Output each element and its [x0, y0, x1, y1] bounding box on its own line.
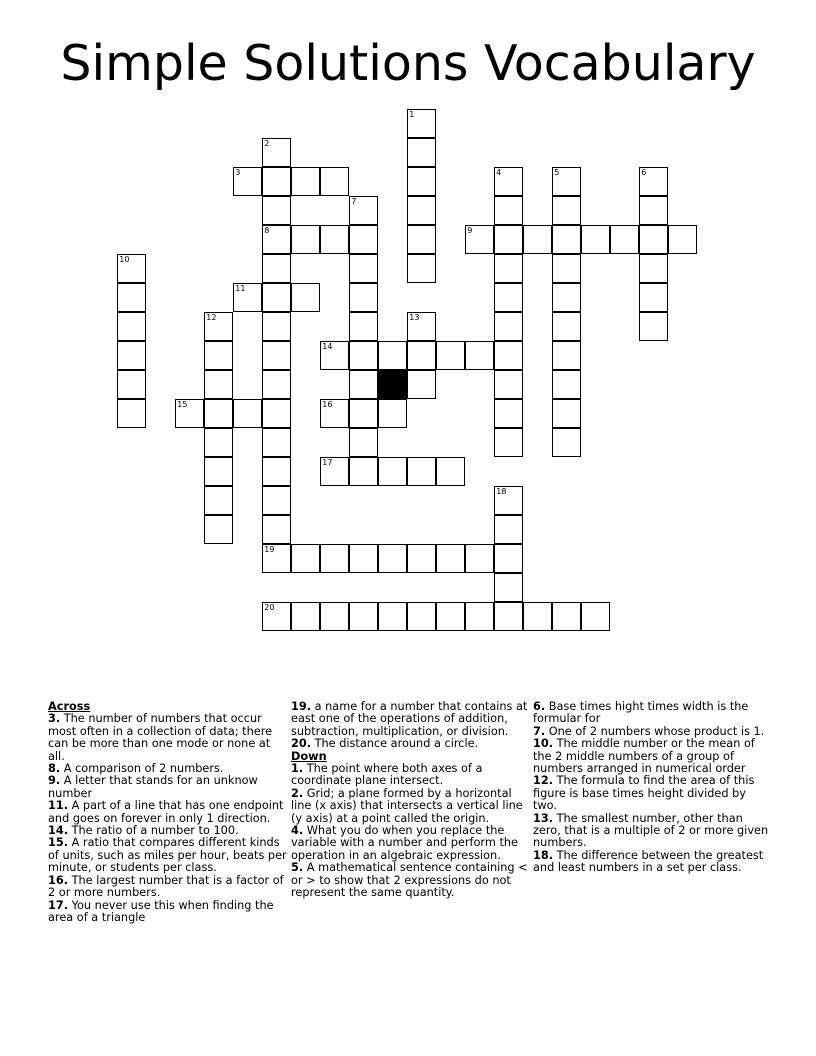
- cell-number: 20: [264, 603, 275, 613]
- grid-cell[interactable]: [407, 341, 436, 370]
- clue-down-5: 5. A mathematical sentence containing < or > to show that 2 expressions do not represent the same quantity.: [291, 861, 528, 900]
- clue-across-8: 8. A comparison of 2 numbers.: [48, 762, 224, 776]
- grid-cell[interactable]: [378, 399, 407, 428]
- clue-across-3: 3. The number of numbers that occur most often in a collection of data; there can be more than one mode or none at all.: [48, 712, 273, 763]
- clue-across-14: 14. The ratio of a number to 100.: [48, 824, 239, 838]
- grid-cell[interactable]: [407, 254, 436, 283]
- grid-cell[interactable]: [407, 312, 436, 341]
- grid-cell[interactable]: [407, 138, 436, 167]
- grid-cell[interactable]: [639, 225, 668, 254]
- grid-cell[interactable]: [349, 225, 378, 254]
- grid-cell[interactable]: [581, 602, 610, 631]
- grid-cell[interactable]: [465, 341, 494, 370]
- grid-cell[interactable]: [117, 312, 146, 341]
- grid-cell[interactable]: [407, 602, 436, 631]
- clue-down-18: 18. The difference between the greatest and least numbers in a set per class.: [533, 848, 764, 875]
- grid-cell[interactable]: [639, 167, 668, 196]
- cell-number: 15: [177, 400, 188, 410]
- grid-cell[interactable]: [320, 225, 349, 254]
- cell-number: 18: [496, 487, 507, 497]
- grid-cell[interactable]: [436, 602, 465, 631]
- grid-cell[interactable]: [639, 196, 668, 225]
- grid-cell[interactable]: [233, 283, 262, 312]
- clue-down-10: 10. The middle number or the mean of the 2 middle numbers of a group of numbers arranged in numerical order: [533, 737, 755, 776]
- grid-cell[interactable]: [407, 370, 436, 399]
- grid-cell[interactable]: [204, 486, 233, 515]
- grid-cell[interactable]: [320, 399, 349, 428]
- clues-column-3: [533, 701, 773, 875]
- grid-cell[interactable]: [117, 341, 146, 370]
- grid-cell[interactable]: [552, 428, 581, 457]
- grid-cell[interactable]: [204, 341, 233, 370]
- clue-across-11: 11. A part of a line that has one endpoint and goes on forever in only 1 direction.: [48, 799, 284, 825]
- cell-number: 11: [235, 284, 246, 294]
- grid-cell[interactable]: [494, 515, 523, 544]
- cell-number: 3: [235, 168, 241, 178]
- grid-cell[interactable]: [494, 428, 523, 457]
- grid-cell[interactable]: [639, 283, 668, 312]
- grid-cell[interactable]: [349, 370, 378, 399]
- grid-cell[interactable]: [262, 225, 291, 254]
- cell-number: 13: [409, 313, 420, 323]
- grid-cell[interactable]: [378, 602, 407, 631]
- grid-cell[interactable]: [349, 254, 378, 283]
- grid-cell[interactable]: [175, 399, 204, 428]
- black-cell: [378, 370, 407, 399]
- clue-down-4: 4. What you do when you replace the variable with a number and perform the operation in an algebraic expression.: [291, 824, 518, 862]
- grid-cell[interactable]: [349, 602, 378, 631]
- cell-number: 9: [467, 226, 473, 236]
- grid-cell[interactable]: [233, 167, 262, 196]
- grid-cell[interactable]: [262, 341, 291, 370]
- grid-cell[interactable]: [291, 283, 320, 312]
- grid-cell[interactable]: [262, 544, 291, 573]
- grid-cell[interactable]: [610, 225, 639, 254]
- clue-across-17: 17. You never use this when finding the area of a triangle: [48, 898, 274, 924]
- cell-number: 16: [322, 400, 333, 410]
- grid-cell[interactable]: [204, 428, 233, 457]
- grid-cell[interactable]: [204, 399, 233, 428]
- grid-cell[interactable]: [407, 167, 436, 196]
- cell-number: 2: [264, 139, 270, 149]
- grid-cell[interactable]: [204, 312, 233, 341]
- grid-cell[interactable]: [494, 573, 523, 602]
- grid-cell[interactable]: [262, 399, 291, 428]
- grid-cell[interactable]: [552, 225, 581, 254]
- grid-cell[interactable]: [552, 254, 581, 283]
- grid-cell[interactable]: [494, 283, 523, 312]
- grid-cell[interactable]: [552, 341, 581, 370]
- clue-down-12: 12. The formula to find the area of this figure is base times height divided by two.: [533, 774, 755, 813]
- clue-down-1: 1. The point where both axes of a coordinate plane intersect.: [291, 762, 483, 788]
- clue-down-13: 13. The smallest number, other than zero, that is a multiple of 2 or more given numbers.: [533, 811, 769, 850]
- grid-cell[interactable]: [494, 225, 523, 254]
- grid-cell[interactable]: [494, 341, 523, 370]
- grid-cell[interactable]: [262, 370, 291, 399]
- grid-cell[interactable]: [494, 167, 523, 196]
- cell-number: 12: [206, 313, 217, 323]
- cell-number: 10: [119, 255, 130, 265]
- grid-cell[interactable]: [349, 457, 378, 486]
- grid-cell[interactable]: [552, 196, 581, 225]
- grid-cell[interactable]: [117, 370, 146, 399]
- grid-cell[interactable]: [494, 370, 523, 399]
- grid-cell[interactable]: [407, 196, 436, 225]
- clues-column-2: [291, 701, 531, 900]
- grid-cell[interactable]: [436, 457, 465, 486]
- grid-cell[interactable]: [349, 428, 378, 457]
- across-heading: Across: [48, 700, 91, 713]
- grid-cell[interactable]: [552, 370, 581, 399]
- grid-cell[interactable]: [291, 167, 320, 196]
- grid-cell[interactable]: [581, 225, 610, 254]
- grid-cell[interactable]: [407, 225, 436, 254]
- grid-cell[interactable]: [262, 138, 291, 167]
- clue-across-19: 19. a name for a number that contains at east one of the operations of addition, subtraction, multiplication, or division.: [291, 700, 528, 738]
- clue-down-6: 6. Base times hight times width is the formular for: [533, 700, 749, 726]
- grid-cell[interactable]: [552, 399, 581, 428]
- grid-cell[interactable]: [523, 602, 552, 631]
- grid-cell[interactable]: [204, 370, 233, 399]
- grid-cell[interactable]: [552, 602, 581, 631]
- clue-across-15: 15. A ratio that compares different kinds of units, such as miles per hour, beats per minute, or students per class.: [48, 836, 287, 875]
- grid-cell[interactable]: [320, 457, 349, 486]
- cell-number: 14: [322, 342, 333, 352]
- clue-down-7: 7. One of 2 numbers whose product is 1.: [533, 724, 765, 738]
- grid-cell[interactable]: [117, 254, 146, 283]
- grid-cell[interactable]: [262, 312, 291, 341]
- grid-cell[interactable]: [291, 225, 320, 254]
- grid-cell[interactable]: [349, 544, 378, 573]
- clue-across-9: 9. A letter that stands for an unknow number: [48, 774, 258, 800]
- cell-number: 6: [641, 168, 647, 178]
- grid-cell[interactable]: [378, 544, 407, 573]
- grid-cell[interactable]: [117, 283, 146, 312]
- clue-across-16: 16. The largest number that is a factor of 2 or more numbers.: [48, 873, 284, 900]
- grid-cell[interactable]: [407, 457, 436, 486]
- grid-cell[interactable]: [262, 167, 291, 196]
- grid-cell[interactable]: [436, 544, 465, 573]
- grid-cell[interactable]: [494, 486, 523, 515]
- grid-cell[interactable]: [465, 225, 494, 254]
- cell-number: 7: [351, 197, 357, 207]
- grid-cell[interactable]: [320, 167, 349, 196]
- grid-cell[interactable]: [349, 283, 378, 312]
- grid-cell[interactable]: [494, 602, 523, 631]
- cell-number: 1: [409, 110, 415, 120]
- grid-cell[interactable]: [262, 602, 291, 631]
- grid-cell[interactable]: [233, 399, 262, 428]
- grid-cell[interactable]: [407, 109, 436, 138]
- cell-number: 4: [496, 168, 502, 178]
- grid-cell[interactable]: [639, 254, 668, 283]
- grid-cell[interactable]: [494, 312, 523, 341]
- cell-number: 17: [322, 458, 333, 468]
- grid-cell[interactable]: [320, 341, 349, 370]
- down-heading: Down: [291, 749, 327, 763]
- grid-cell[interactable]: [204, 515, 233, 544]
- grid-cell[interactable]: [552, 312, 581, 341]
- grid-cell[interactable]: [407, 544, 436, 573]
- grid-cell[interactable]: [436, 341, 465, 370]
- grid-cell[interactable]: [262, 457, 291, 486]
- clues-column-1: [48, 701, 288, 924]
- grid-cell[interactable]: [494, 399, 523, 428]
- grid-cell[interactable]: [465, 544, 494, 573]
- grid-cell[interactable]: [378, 341, 407, 370]
- grid-cell[interactable]: [552, 283, 581, 312]
- grid-cell[interactable]: [262, 486, 291, 515]
- grid-cell[interactable]: [552, 167, 581, 196]
- page-title: Simple Solutions Vocabulary: [60, 35, 756, 92]
- grid-cell[interactable]: [349, 399, 378, 428]
- grid-cell[interactable]: [262, 428, 291, 457]
- grid-cell[interactable]: [291, 602, 320, 631]
- grid-cell[interactable]: [494, 196, 523, 225]
- grid-cell[interactable]: [262, 283, 291, 312]
- cell-number: 19: [264, 545, 275, 555]
- grid-cell[interactable]: [349, 312, 378, 341]
- grid-cell[interactable]: [117, 399, 146, 428]
- grid-cell[interactable]: [204, 457, 233, 486]
- grid-cell[interactable]: [668, 225, 697, 254]
- grid-cell[interactable]: [349, 196, 378, 225]
- grid-cell[interactable]: [320, 602, 349, 631]
- cell-number: 8: [264, 226, 270, 236]
- grid-cell[interactable]: [378, 457, 407, 486]
- grid-cell[interactable]: [262, 254, 291, 283]
- grid-cell[interactable]: [262, 515, 291, 544]
- grid-cell[interactable]: [465, 602, 494, 631]
- grid-cell[interactable]: [494, 254, 523, 283]
- grid-cell[interactable]: [320, 544, 349, 573]
- grid-cell[interactable]: [494, 544, 523, 573]
- clue-across-20: 20. The distance around a circle.: [291, 737, 479, 751]
- grid-cell[interactable]: [349, 341, 378, 370]
- grid-cell[interactable]: [523, 225, 552, 254]
- clue-down-2: 2. Grid; a plane formed by a horizontal line (x axis) that intersects a vertical line (y axis) at a point called the origin.: [291, 786, 523, 825]
- grid-cell[interactable]: [639, 312, 668, 341]
- grid-cell[interactable]: [262, 196, 291, 225]
- grid-cell[interactable]: [291, 544, 320, 573]
- cell-number: 5: [554, 168, 560, 178]
